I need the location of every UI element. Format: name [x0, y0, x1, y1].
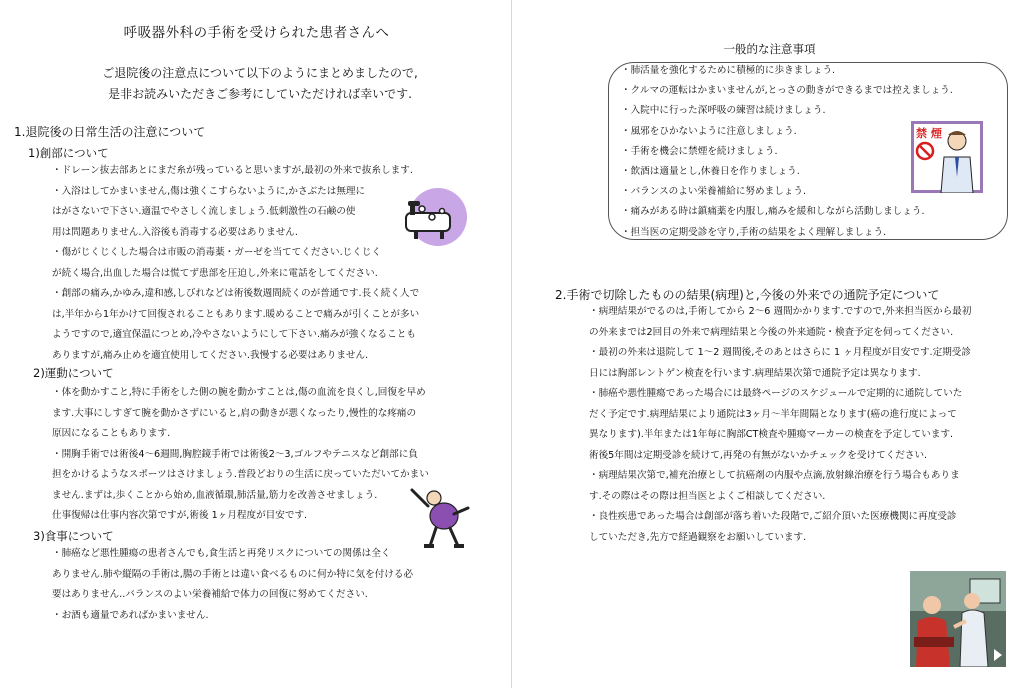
text-line: ようですので,適宜保温につとめ,冷やさないようにして下さい.痛みが強くなることも [52, 329, 416, 340]
text-line: ・肺癌など悪性腫瘍の患者さんでも,食生活と再発リスクについての関係は全く [52, 548, 391, 559]
text-line: 仕事復帰は仕事内容次第ですが,術後 1ヶ月程度が目安です. [52, 510, 308, 521]
text-line: だく予定です.病理結果により通院は3ヶ月～半年間隔となります(癌の進行度によって [589, 408, 957, 420]
doctor-patient-illustration [910, 571, 1006, 667]
text-line: ・病理結果がでるのは,手術してから 2～6 週間かかります.ですので,外来担当医から最初 [589, 306, 972, 317]
text-line: ・肺癌や悪性腫瘍であった場合には最終ページのスケジュールで定期的に通院していた [589, 388, 963, 399]
text-line: ・体を動かすこと,特に手術をした側の腕を動かすことは,傷の血流を良くし,回復を早め [52, 387, 426, 398]
text-line: 用は問題ありません.入浴後も消毒する必要はありません. [52, 226, 298, 238]
text-line: ・傷がじくじくした場合は市販の消毒薬・ガーゼを当ててください.じくじく [52, 247, 382, 258]
text-line: ます.大事にしすぎて腕を動かさずにいると,肩の動きが悪くなったり,慢性的な疼痛の [52, 407, 417, 419]
text-line: が続く場合,出血した場合は慌てず患部を圧迫し,外来に電話をしてください. [52, 267, 378, 279]
section2-paragraph [589, 302, 971, 548]
sub2-heading: 2)運動について [33, 366, 114, 380]
list-item: ・痛みがある時は鎮痛薬を内服し,痛みを緩和しながら活動しましょう. [621, 206, 925, 218]
list-item: ・風邪をひかないように注意しましょう. [621, 125, 797, 137]
document-title: 呼吸器外科の手術を受けられた患者さんへ [123, 25, 390, 41]
text-line: す.その際はその際は担当医とよくご相談してください. [589, 490, 826, 502]
sub3-heading: 3)食事について [33, 529, 114, 543]
text-line: 日には胸部レントゲン検査を行います.病理結果次第で通院予定は異なります. [589, 367, 921, 379]
text-line: ・入浴はしてかまいません,傷は強くこすらないように,かさぶたは無理に [52, 185, 366, 197]
intro-line: 是非お読みいただきご参考にしていただければ幸いです. [108, 87, 412, 101]
text-line: 担をかけるようなスポーツはさけましょう.普段どおりの生活に戻っていただいてかまい [52, 469, 429, 480]
text-line: ・創部の痛み,かゆみ,違和感,しびれなどは術後数週間続くのが普通です.長く続く人で [52, 288, 420, 299]
section2-heading: 2.手術で切除したものの結果(病理)と,今後の外来での通院予定について [555, 288, 940, 302]
sub3-paragraph [52, 544, 413, 626]
text-line: は,半年から1年かけて回復されることもあります.暖めることで痛みが引くことが多い [52, 308, 420, 320]
text-line: ・病理結果次第で,補充治療として抗癌剤の内服や点滴,放射線治療を行う場合もありま [589, 470, 960, 481]
intro-text [60, 63, 460, 105]
text-line: ・お酒も適量であればかまいません. [52, 609, 209, 621]
section1-heading: 1.退院後の日常生活の注意について [14, 125, 206, 139]
right-page [513, 0, 1026, 688]
text-line: はがさないで下さい.適温でやさしく流しましょう.低刺激性の石鹸の使 [52, 206, 356, 217]
text-line: ・最初の外来は退院して 1～2 週間後,そのあとはさらに 1 ヶ月程度が目安です.定期受診 [589, 347, 971, 358]
text-line: していただき,先方で経過観察をお願いしています. [589, 531, 807, 543]
text-line: の外来までは2回目の外来で病理結果と今後の外来通院・検査予定を伺ってください. [589, 326, 954, 338]
text-line: ありますが,痛み止めを適宜使用してください.我慢する必要はありません. [52, 349, 369, 361]
list-item: ・飲酒は適量とし,休養日を作りましょう. [621, 165, 800, 177]
list-item: ・入院中に行った深呼吸の練習は続けましょう. [621, 105, 826, 117]
text-line: 原因になることもあります. [52, 428, 171, 439]
text-line: ・開胸手術では術後4～6週間,胸腔鏡手術では術後2～3,ゴルフやテニスなど創部に負 [52, 448, 418, 460]
page-divider [511, 0, 512, 688]
general-precautions-title: 一般的な注意事項 [723, 42, 816, 56]
sub1-paragraph [52, 161, 419, 366]
text-line: 術後5年間は定期受診を続けて,再発の有無がないかチェックを受けてください. [589, 449, 928, 461]
text-line: ・良性疾患であった場合は創部が落ち着いた段階で,ご紹介頂いた医療機関に再度受診 [589, 511, 957, 522]
text-line: ません.まずは,歩くことから始め,血液循環,肺活量,筋力を改善させましょう. [52, 489, 378, 501]
list-item: ・クルマの運転はかまいませんが,とっさの動きができるまでは控えましょう. [621, 85, 953, 97]
list-item: ・肺活量を強化するために積極的に歩きましょう. [621, 65, 836, 76]
bath-illustration [398, 187, 470, 249]
text-line: ・ドレーン抜去部あとにまだ糸が残っていると思いますが,最初の外来で抜糸します. [52, 165, 413, 176]
text-line: 異なります).半年または1年毎に胸部CT検査や腫瘍マーカーの検査を予定しています. [589, 429, 954, 440]
sub2-paragraph [52, 383, 429, 527]
list-item: ・バランスのよい栄養補給に努めましょう. [621, 186, 807, 198]
intro-line: ご退院後の注意点について以下のようにまとめましたので, [102, 66, 418, 80]
list-item: ・手術を機会に禁煙を続けましょう. [621, 145, 778, 157]
no-smoking-sign-text: 禁 煙 [916, 127, 942, 140]
text-line: 要はありません..バランスのよい栄養補給で体力の回復に努めてください. [52, 589, 368, 600]
general-precautions-list [621, 61, 953, 243]
no-smoking-illustration [911, 121, 983, 193]
list-item: ・担当医の定期受診を守り,手術の結果をよく理解しましょう. [621, 226, 887, 238]
sub1-heading: 1)創部について [28, 146, 109, 160]
text-line: ありません.肺や縦隔の手術は,腸の手術とは違い食べるものに何か特に気を付ける必 [52, 568, 414, 580]
exercise-illustration [408, 484, 476, 552]
